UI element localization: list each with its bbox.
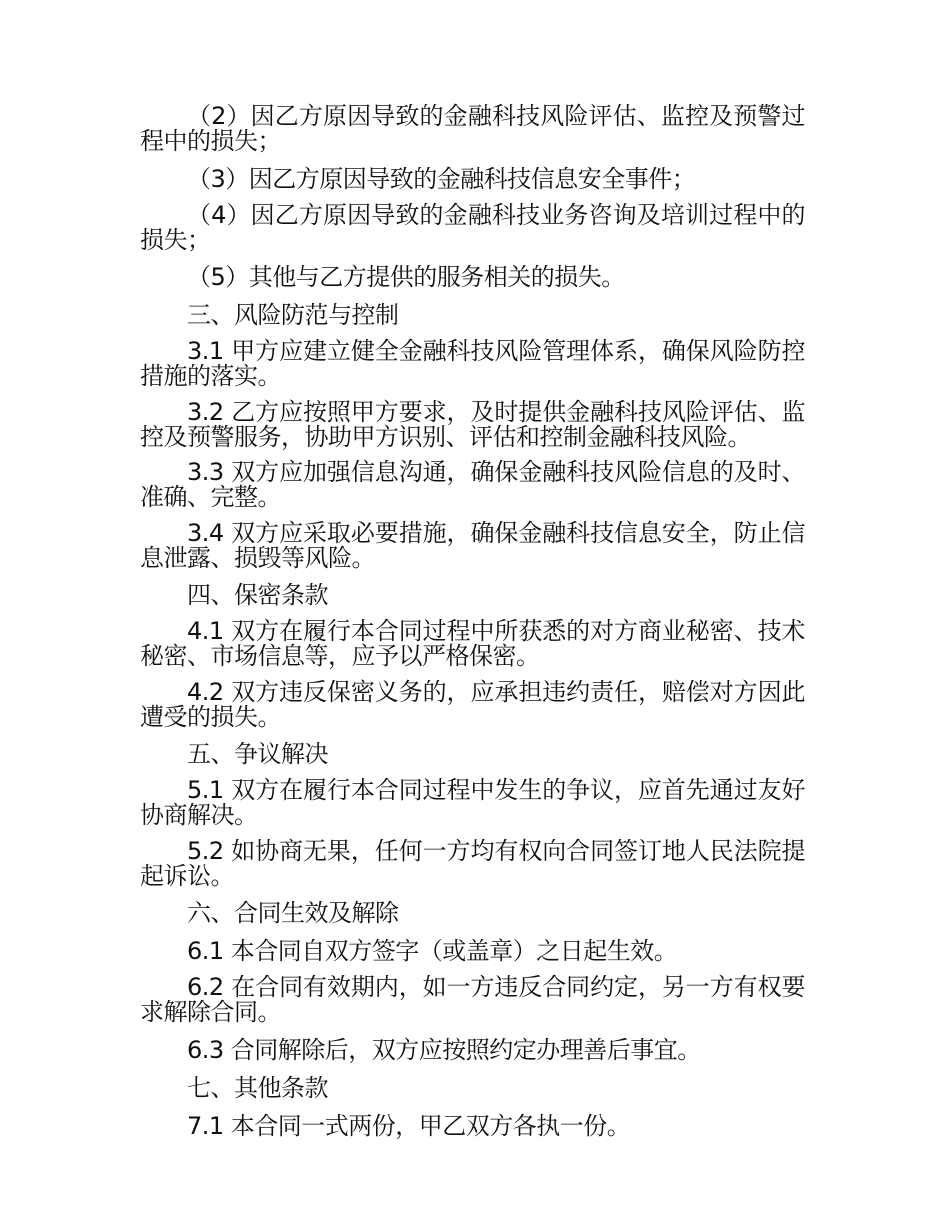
section-heading-4: 四、保密条款	[187, 581, 328, 609]
section-heading-5: 五、争议解决	[187, 740, 328, 768]
clause-5-2: 5.2 如协商无果，任何一方均有权向合同签订地人民法院提起诉讼。	[140, 836, 805, 890]
clause-5-1: 5.1 双方在履行本合同过程中发生的争议，应首先通过友好协商解决。	[140, 776, 805, 829]
clause-item-4: （4）因乙方原因导致的金融科技业务咨询及培训过程中的损失；	[140, 200, 805, 254]
document-page	[140, 104, 805, 1150]
clause-3-2: 3.2 乙方应按照甲方要求，及时提供金融科技风险评估、监控及预警服务，协助甲方识别、评估和控制金融科技风险。	[140, 397, 805, 451]
section-heading-6: 六、合同生效及解除	[187, 899, 399, 927]
section-heading-7: 七、其他条款	[187, 1073, 328, 1102]
clause-4-1: 4.1 双方在履行本合同过程中所获悉的对方商业秘密、技术秘密、市场信息等，应予以严格保密。	[140, 617, 805, 670]
clause-3-1: 3.1 甲方应建立健全金融科技风险管理体系，确保风险防控措施的落实。	[140, 337, 805, 390]
clause-4-2: 4.2 双方违反保密义务的，应承担违约责任，赔偿对方因此遭受的损失。	[140, 677, 805, 731]
clause-7-1: 7.1 本合同一式两份，甲乙双方各执一份。	[187, 1111, 631, 1140]
clause-6-2: 6.2 在合同有效期内，如一方违反合同约定，另一方有权要求解除合同。	[140, 973, 805, 1026]
clause-item-3: （3）因乙方原因导致的金融科技信息安全事件；	[187, 164, 696, 193]
clause-3-3: 3.3 双方应加强信息沟通，确保金融科技风险信息的及时、准确、完整。	[140, 458, 805, 511]
clause-item-2: （2）因乙方原因导致的金融科技风险评估、监控及预警过程中的损失；	[140, 102, 805, 155]
clause-6-1: 6.1 本合同自双方签字（或盖章）之日起生效。	[187, 937, 678, 965]
clause-6-3: 6.3 合同解除后，双方应按照约定办理善后事宜。	[187, 1035, 701, 1064]
clause-item-5: （5）其他与乙方提供的服务相关的损失。	[187, 263, 625, 291]
clause-3-4: 3.4 双方应采取必要措施，确保金融科技信息安全，防止信息泄露、损毁等风险。	[140, 518, 805, 572]
section-heading-3: 三、风险防范与控制	[187, 301, 399, 329]
